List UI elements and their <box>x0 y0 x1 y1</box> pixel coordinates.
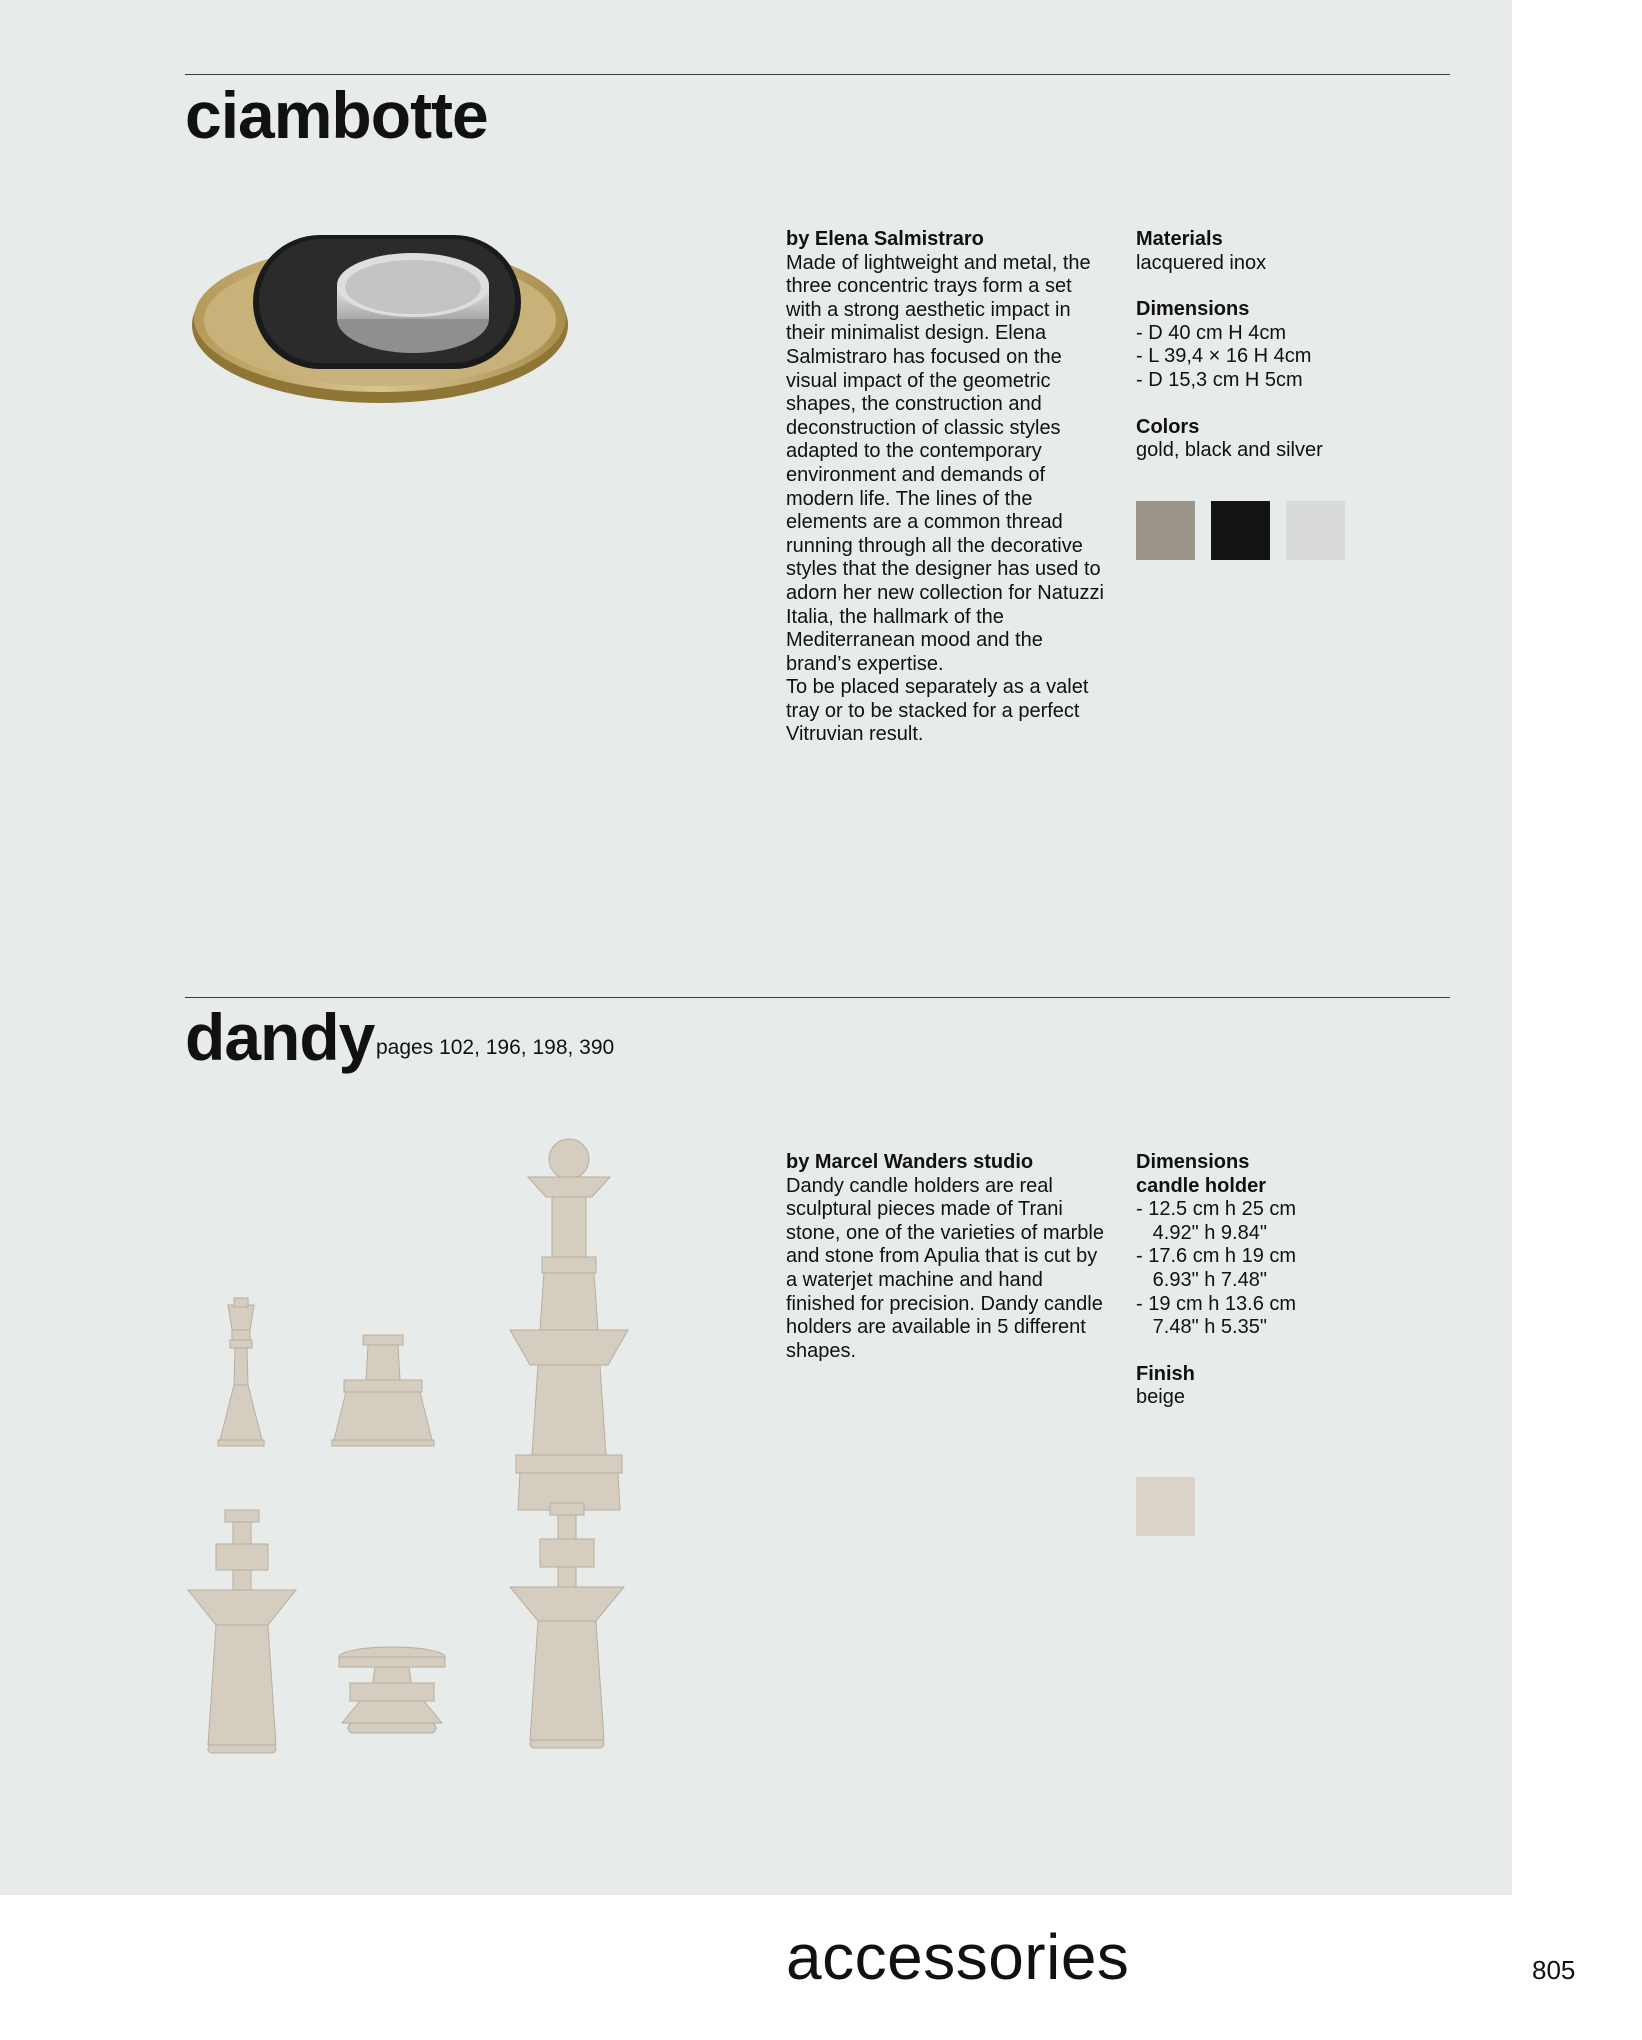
candle-holder-tall-right <box>510 1503 624 1748</box>
section-divider <box>185 997 1450 998</box>
product-description: Dandy candle holders are real sculptural pieces made of Trani stone, one of the varieties of marble and stone from Apulia that is cut by a waterjet machine and hand finished for precision. Dandy candle holders are available in 5 different shapes. <box>786 1174 1104 1362</box>
page-number: 805 <box>1532 1955 1576 1985</box>
swatch-gold <box>1136 501 1195 560</box>
section-name: accessories <box>786 1921 1130 1993</box>
dimension-item: - L 39,4 × 16 H 4cm <box>1136 345 1312 368</box>
candle-holder-small-king <box>218 1298 264 1446</box>
designer-credit: by Marcel Wanders studio <box>786 1151 1034 1173</box>
materials-value: lacquered inox <box>1136 251 1267 274</box>
dimension-item: - D 15,3 cm H 5cm <box>1136 368 1303 391</box>
product-description-usage: To be placed separately as a valet tray or to be stacked for a perfect Vitruvian result. <box>786 676 1089 746</box>
dimensions-list <box>1136 1198 1376 1340</box>
finish-swatches <box>1136 1477 1195 1536</box>
dandy-description-column <box>786 1151 1106 1363</box>
ciambotte-description-column <box>786 228 1106 747</box>
designer-credit: by Elena Salmistraro <box>786 228 984 250</box>
section-divider <box>185 74 1450 75</box>
dimensions-subheading: candle holder <box>1136 1174 1267 1197</box>
dandy-candle-holders-image <box>180 1135 640 1760</box>
finish-value: beige <box>1136 1386 1185 1409</box>
dimension-item: - 19 cm h 13.6 cm <box>1136 1292 1297 1315</box>
colors-value: gold, black and silver <box>1136 439 1323 462</box>
dimensions-heading: Dimensions <box>1136 1151 1250 1173</box>
dandy-specs-column <box>1136 1151 1376 1410</box>
materials-heading: Materials <box>1136 228 1223 250</box>
product-title-ciambotte: ciambotte <box>185 78 488 152</box>
dimension-item: 7.48" h 5.35" <box>1136 1316 1267 1339</box>
candle-holder-short-middle <box>339 1647 445 1733</box>
candle-holder-tall-queen <box>510 1139 628 1510</box>
color-swatches <box>1136 501 1345 560</box>
page-references: pages 102, 196, 198, 390 <box>376 1036 615 1059</box>
candle-holder-tall-left <box>188 1510 296 1753</box>
dimension-item: 6.93" h 7.48" <box>1136 1268 1267 1291</box>
finish-heading: Finish <box>1136 1362 1195 1385</box>
product-description: Made of lightweight and metal, the three concentric trays form a set with a strong aesthetic impact in their minimalist design. Elena Salmistraro has focused on the visual impact of the geometric shapes, the construction and deconstruction of classic styles adapted to the contemporary environment and demands of modern life. The lines of the elements are a common thread running through all the decorative styles that the designer has used to adorn her new collection for Natuzzi Italia, the hallmark of the Mediterranean mood and the brand’s expertise. <box>786 251 1104 675</box>
dimension-item: - D 40 cm H 4cm <box>1136 321 1287 344</box>
dimension-item: 4.92" h 9.84" <box>1136 1221 1267 1244</box>
candle-holder-short-cone <box>332 1335 434 1446</box>
swatch-beige <box>1136 1477 1195 1536</box>
colors-heading: Colors <box>1136 415 1200 438</box>
dimensions-heading: Dimensions <box>1136 298 1250 321</box>
dimensions-list <box>1136 322 1376 393</box>
dimension-item: - 12.5 cm h 25 cm <box>1136 1198 1297 1221</box>
dimension-item: - 17.6 cm h 19 cm <box>1136 1245 1297 1268</box>
product-title-dandy: dandy <box>185 1000 375 1074</box>
swatch-silver <box>1286 501 1345 560</box>
ciambotte-specs-column <box>1136 228 1376 463</box>
swatch-black <box>1211 501 1270 560</box>
ciambotte-trays-image <box>185 225 570 425</box>
